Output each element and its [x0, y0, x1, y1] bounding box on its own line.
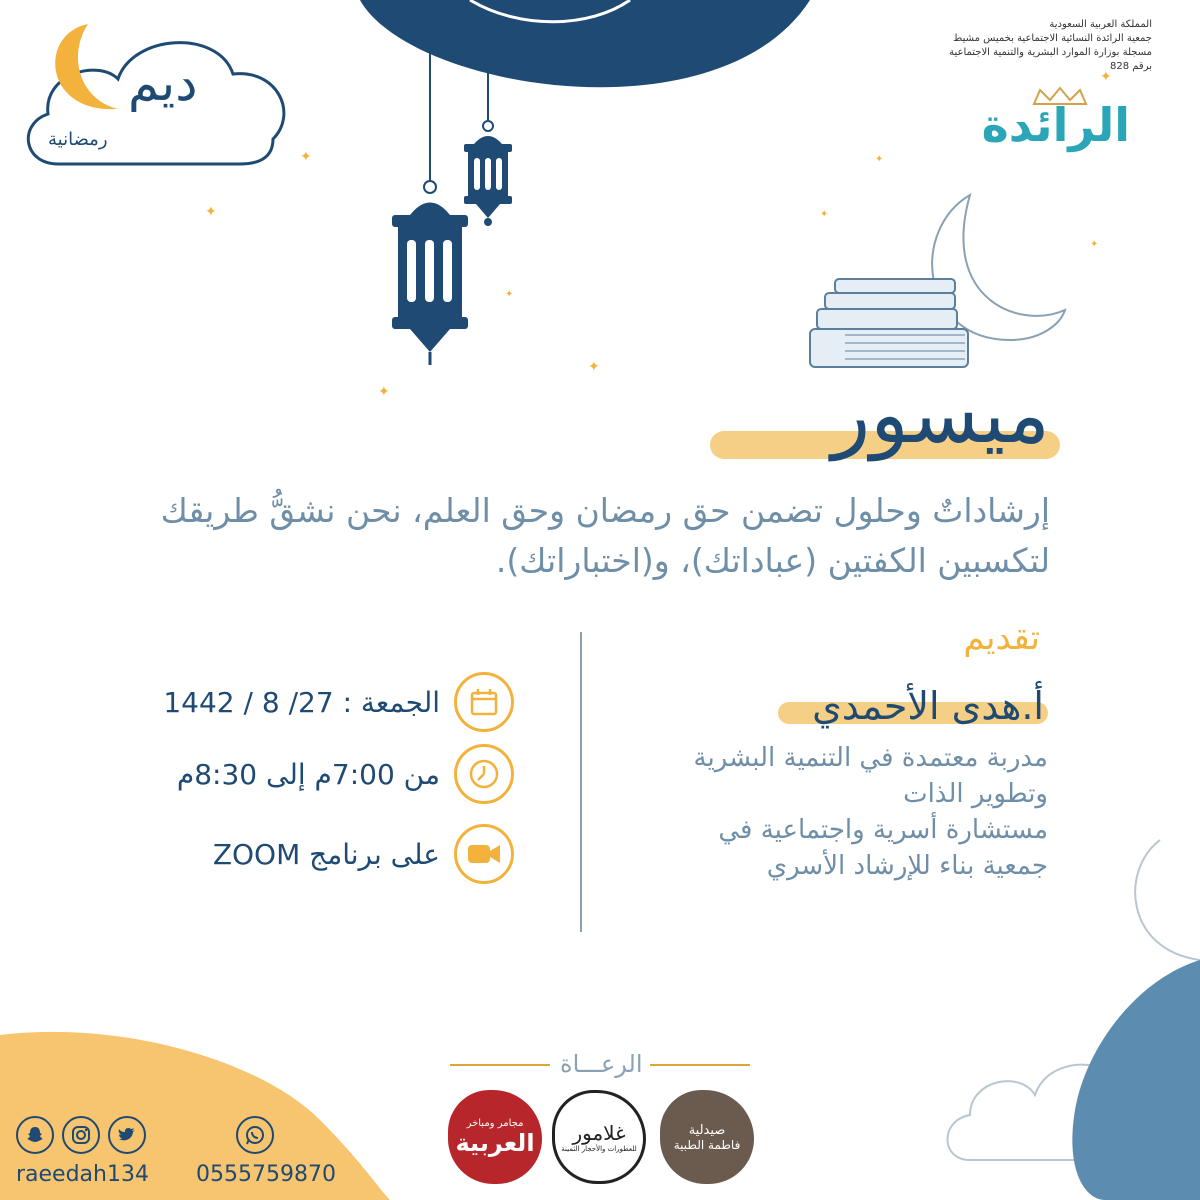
clock-icon [454, 744, 514, 804]
sponsor-logo-fatima-pharmacy [660, 1090, 754, 1184]
sponsor-logo-arabia-incense [448, 1090, 542, 1184]
presenter-name-block [728, 672, 1048, 732]
presenter-name: أ.هدى الأحمدي [812, 684, 1044, 728]
vertical-divider [580, 632, 582, 932]
phone-number[interactable]: 0555759870 [196, 1162, 336, 1187]
deem-logo [18, 14, 298, 174]
header-line-2: جمعية الرائدة النسائية الاجتماعية بخميس مشيط [953, 33, 1152, 44]
header-line-4: برقم 828 [1109, 61, 1152, 72]
sponsor-line: صيدلية [688, 1122, 726, 1138]
sponsor-line: للعطورات والأحجار الثمينة [561, 1145, 637, 1153]
platform-row [213, 822, 514, 886]
sparkle-icon: ✦ [205, 204, 217, 220]
sparkle-icon: ✦ [1090, 239, 1099, 250]
bio-line: مدربة معتمدة في التنمية البشرية [693, 743, 1048, 773]
sponsor-line-left [450, 1064, 550, 1066]
event-title: ميسور [831, 368, 1050, 461]
sponsor-line: فاطمة الطبية [673, 1137, 741, 1152]
bio-line: وتطوير الذات [903, 779, 1048, 809]
sparkle-icon: ✦ [300, 149, 312, 165]
sparkle-icon: ✦ [820, 209, 829, 220]
event-title-block [700, 365, 1060, 465]
sparkle-icon: ✦ [378, 384, 390, 400]
event-time: من 7:00م إلى 8:30م [176, 757, 440, 791]
logo-script: ديم [128, 54, 198, 112]
whatsapp-icon[interactable] [236, 1116, 274, 1154]
instagram-icon[interactable] [62, 1116, 100, 1154]
event-platform: على برنامج ZOOM [212, 837, 440, 871]
bio-line: جمعية بناء للإرشاد الأسري [766, 851, 1048, 881]
calendar-icon [454, 672, 514, 732]
sparkle-icon: ✦ [588, 359, 600, 375]
time-row [177, 742, 514, 806]
books-stack-icon [805, 275, 975, 375]
association-logo-text: الرائدة [981, 98, 1130, 152]
bio-line: مستشارة أسرية واجتماعية في [718, 815, 1048, 845]
logo-subtitle: رمضانية [48, 129, 108, 150]
presenter-label: تقديم [963, 618, 1040, 658]
sparkle-icon: ✦ [1100, 69, 1112, 85]
presenter-bio [588, 740, 1048, 884]
sponsor-line: غلامور [572, 1121, 626, 1145]
association-logo [981, 86, 1130, 166]
event-date: الجمعة : 27/ 8 / 1442 [163, 685, 440, 719]
header-line-3: مسجلة بوزارة الموارد البشرية والتنمية الاجتماعية [949, 47, 1152, 58]
sparkle-icon: ✦ [505, 289, 514, 300]
social-links [16, 1116, 146, 1154]
right-decorative-blob [1065, 960, 1200, 1200]
sponsor-line: العربية [455, 1128, 535, 1157]
crescent-outline-decoration [1120, 830, 1200, 970]
sponsor-line: مجامر ومباخر [466, 1117, 524, 1129]
date-row [163, 670, 514, 734]
social-handle[interactable]: raeedah134 [16, 1162, 149, 1187]
twitter-icon[interactable] [108, 1116, 146, 1154]
sponsor-logo-glamour [552, 1090, 646, 1184]
lanterns-decoration [380, 40, 530, 370]
snapchat-icon[interactable] [16, 1116, 54, 1154]
event-description: إرشاداتٌ وحلول تضمن حق رمضان وحق العلم، نحن نشقُّ طريقك لتكسبين الكفتين (عباداتك)، و(اختباراتك). [160, 491, 1050, 580]
organization-header [812, 18, 1152, 74]
sparkle-icon: ✦ [875, 154, 884, 165]
video-camera-icon [454, 824, 514, 884]
sponsors-title: الرعـــاة [560, 1050, 643, 1078]
sponsor-line-right [650, 1064, 750, 1066]
header-line-1: المملكة العربية السعودية [1049, 19, 1152, 30]
